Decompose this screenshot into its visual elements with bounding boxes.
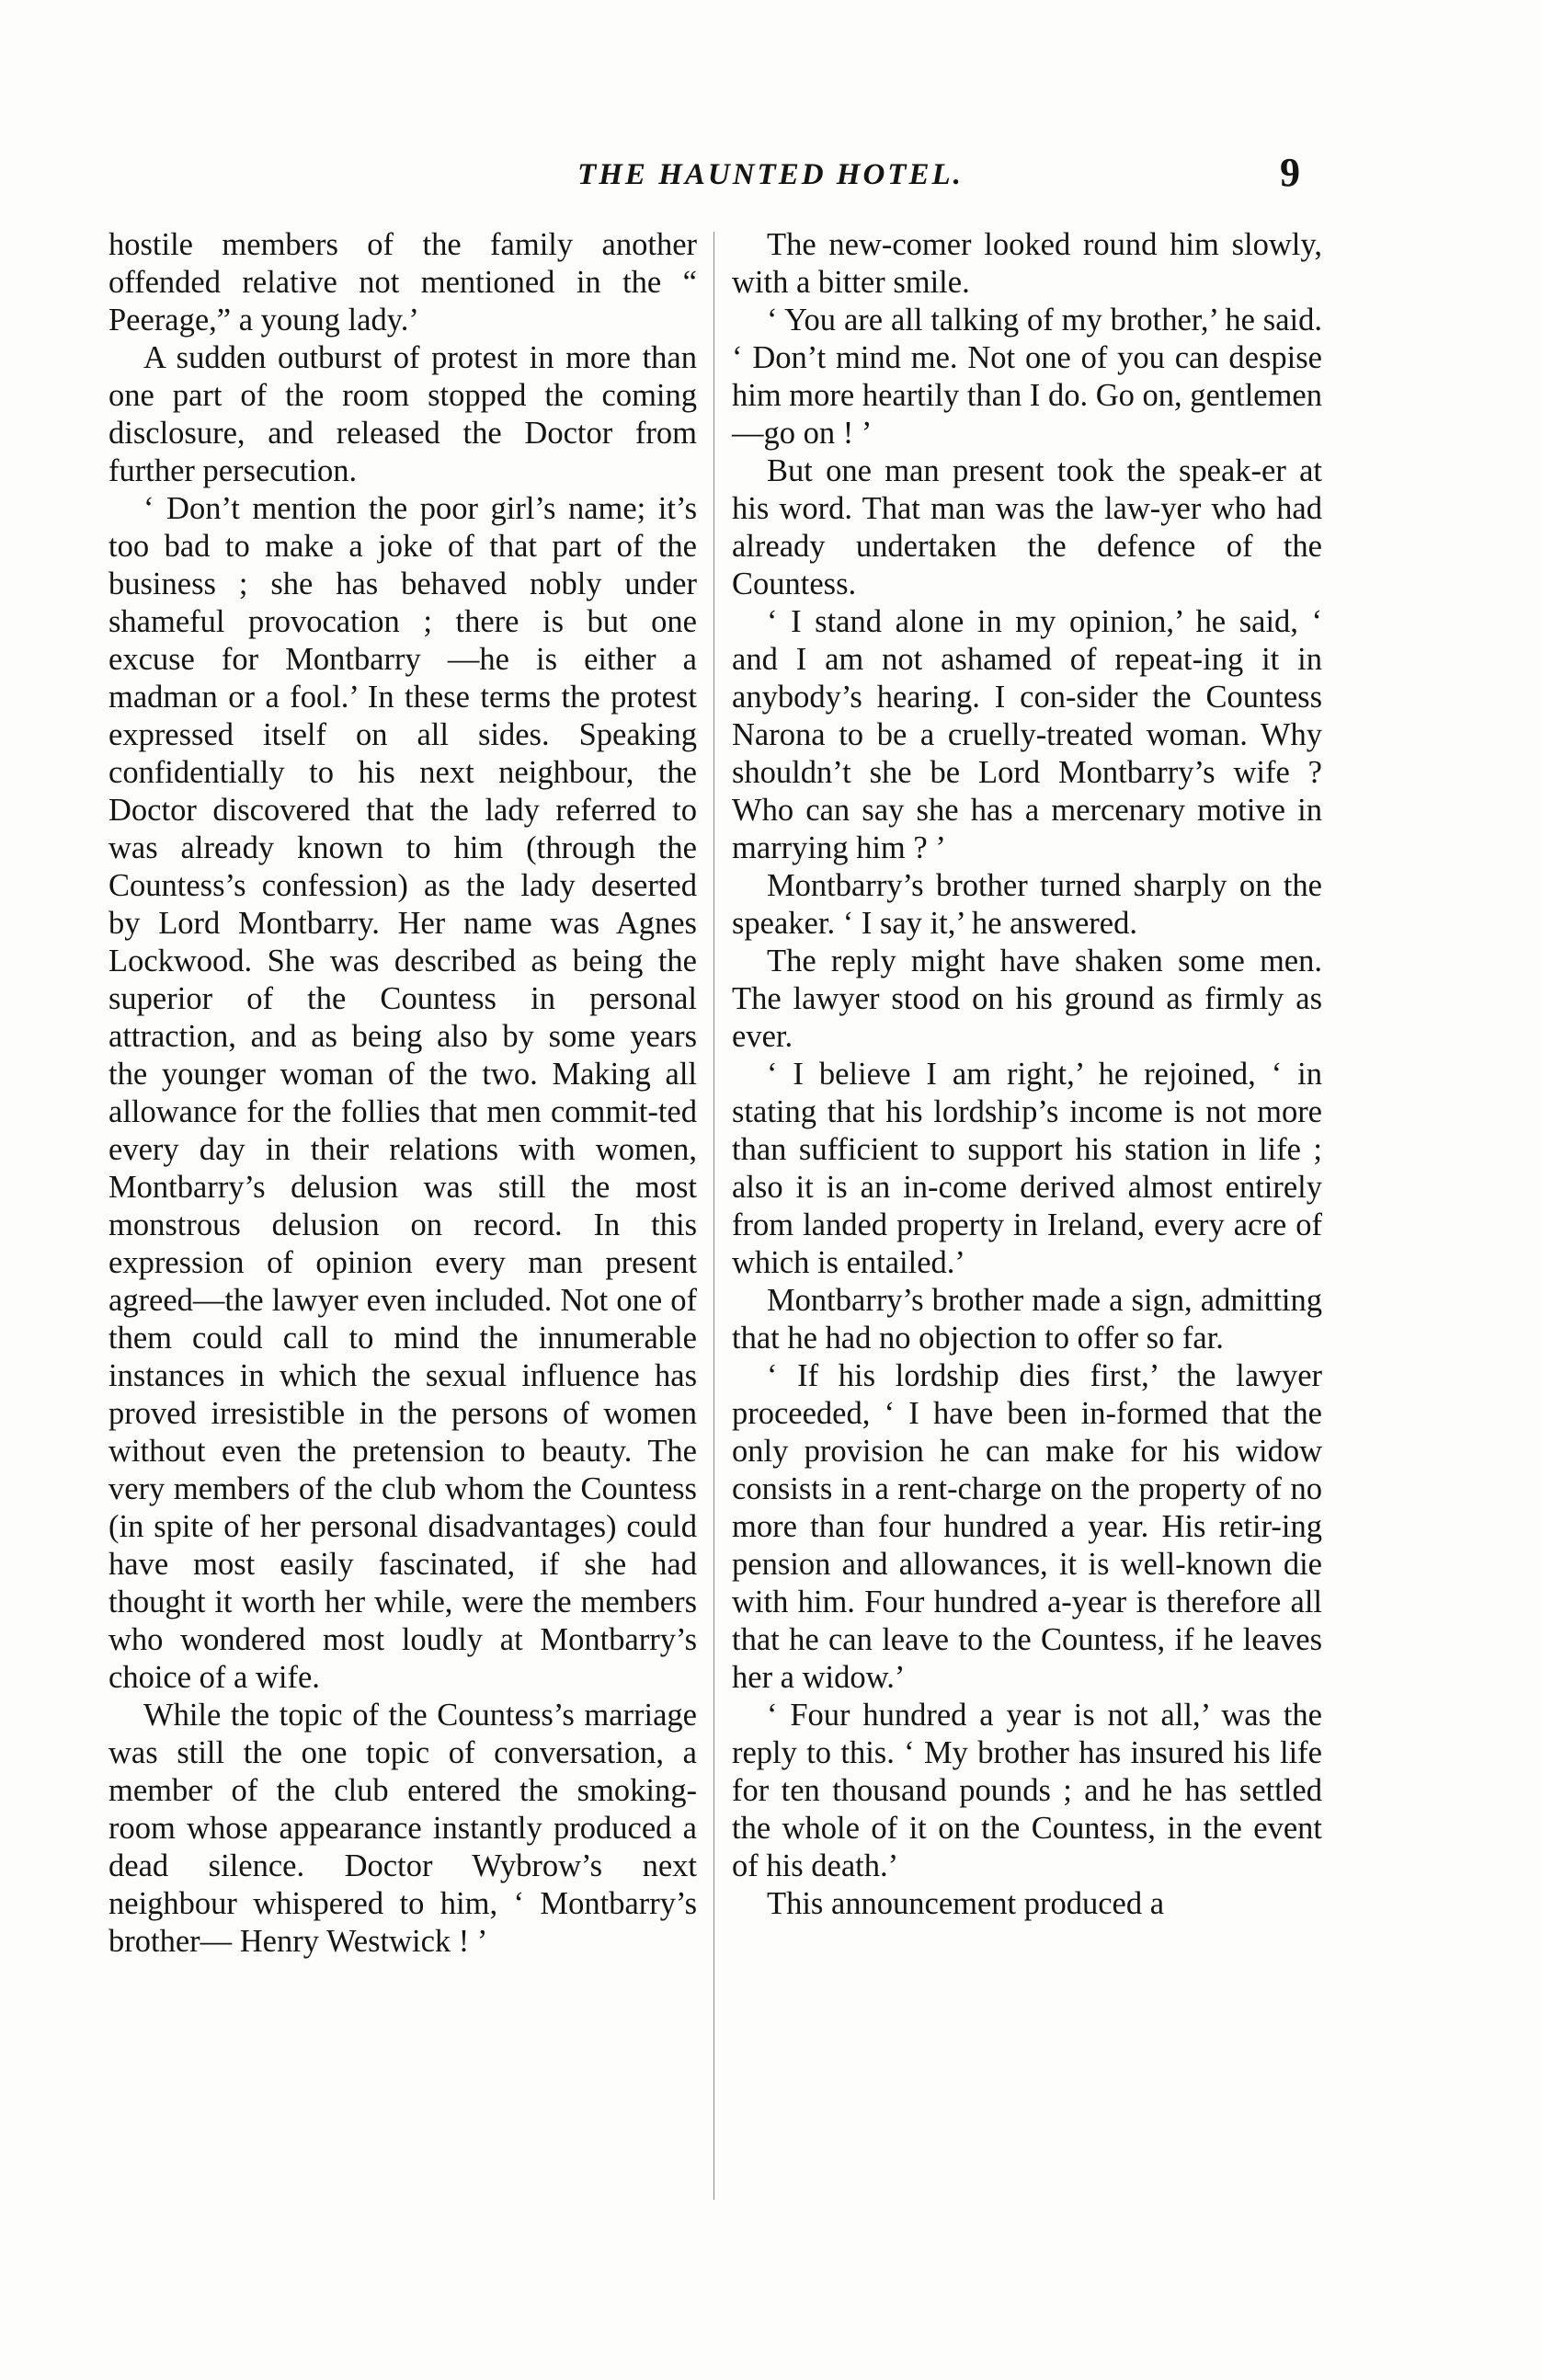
right-column bbox=[732, 226, 1322, 1923]
paragraph: ‘ I stand alone in my opinion,’ he said, ‘ and I am not ashamed of repeat-ing it in anybody’s hearing. I con-sider the Countess Narona to be a cruelly-treated woman. Why shouldn’t she be Lord Montbarry’s wife ? Who can say she has a mercenary motive in marrying him ? ’ bbox=[732, 604, 1322, 865]
left-column bbox=[108, 226, 697, 1961]
paragraph: The new-comer looked round him slowly, with a bitter smile. bbox=[732, 227, 1322, 300]
paragraph: While the topic of the Countess’s marriage was still the one topic of conversation, a member of the club entered the smoking-room whose appearance instantly produced a dead silence. Doctor Wybrow’s next neighbour whispered to him, ‘ Montbarry’s brother— Henry Westwick ! ’ bbox=[108, 1698, 697, 1959]
paragraph: A sudden outburst of protest in more than one part of the room stopped the coming disclosure, and released the Doctor from further persecution. bbox=[108, 340, 697, 488]
column-divider bbox=[713, 232, 714, 2200]
paragraph: Montbarry’s brother made a sign, admitting that he had no objection to offer so far. bbox=[732, 1283, 1322, 1356]
paragraph: ‘ If his lordship dies first,’ the lawyer proceeded, ‘ I have been in-formed that the only provision he can make for his widow consists in a rent-charge on the property of no more than four hundred a year. His retir-ing pension and allowances, it is well-known die with him. Four hundred a-year is therefore all that he can leave to the Countess, if he leaves her a widow.’ bbox=[732, 1358, 1322, 1695]
paragraph: ‘ You are all talking of my brother,’ he said. ‘ Don’t mind me. Not one of you can despise him more heartily than I do. Go on, gentlemen—go on ! ’ bbox=[732, 303, 1322, 451]
paragraph: ‘ Four hundred a year is not all,’ was the reply to this. ‘ My brother has insured his life for ten thousand pounds ; and he has settled the whole of it on the Countess, in the event of his death.’ bbox=[732, 1698, 1322, 1883]
paragraph: hostile members of the family another offended relative not mentioned in the “ Peerage,” a young lady.’ bbox=[108, 227, 697, 338]
paragraph: This announcement produced a bbox=[767, 1886, 1165, 1921]
paragraph: Montbarry’s brother turned sharply on the speaker. ‘ I say it,’ he answered. bbox=[732, 868, 1322, 941]
paragraph: The reply might have shaken some men. The lawyer stood on his ground as firmly as ever. bbox=[732, 944, 1322, 1054]
paragraph: ‘ Don’t mention the poor girl’s name; it’s too bad to make a joke of that part of the business ; she has behaved nobly under shameful provocation ; there is but one excuse for Montbarry —he is either a madman or a fool.’ In these terms the protest expressed itself on all sides. Speaking confidentially to his next neighbour, the Doctor discovered that the lady referred to was already known to him (through the Countess’s confession) as the lady deserted by Lord Montbarry. Her name was Agnes Lockwood. She was described as being the superior of the Countess in personal attraction, and as being also by some years the younger woman of the two. Making all allowance for the follies that men commit-ted every day in their relations with women, Montbarry’s delusion was still the most monstrous delusion on record. In this expression of opinion every man present agreed—the lawyer even included. Not one of them could call to mind the innumerable instances in which the sexual influence has proved irresistible in the persons of women without even the pretension to beauty. The very members of the club whom the Countess (in spite of her personal disadvantages) could have most easily fascinated, if she had thought it worth her while, were the members who wondered most loudly at Montbarry’s choice of a wife. bbox=[108, 491, 697, 1695]
running-title: THE HAUNTED HOTEL. bbox=[577, 158, 964, 191]
page-number: 9 bbox=[1280, 150, 1300, 195]
paragraph: But one man present took the speak-er at his word. That man was the law-yer who had already undertaken the defence of the Countess. bbox=[732, 453, 1322, 601]
paragraph: ‘ I believe I am right,’ he rejoined, ‘ in stating that his lordship’s income is not more than sufficient to support his station in life ; also it is an in-come derived almost entirely from landed property in Ireland, every acre of which is entailed.’ bbox=[732, 1057, 1322, 1280]
